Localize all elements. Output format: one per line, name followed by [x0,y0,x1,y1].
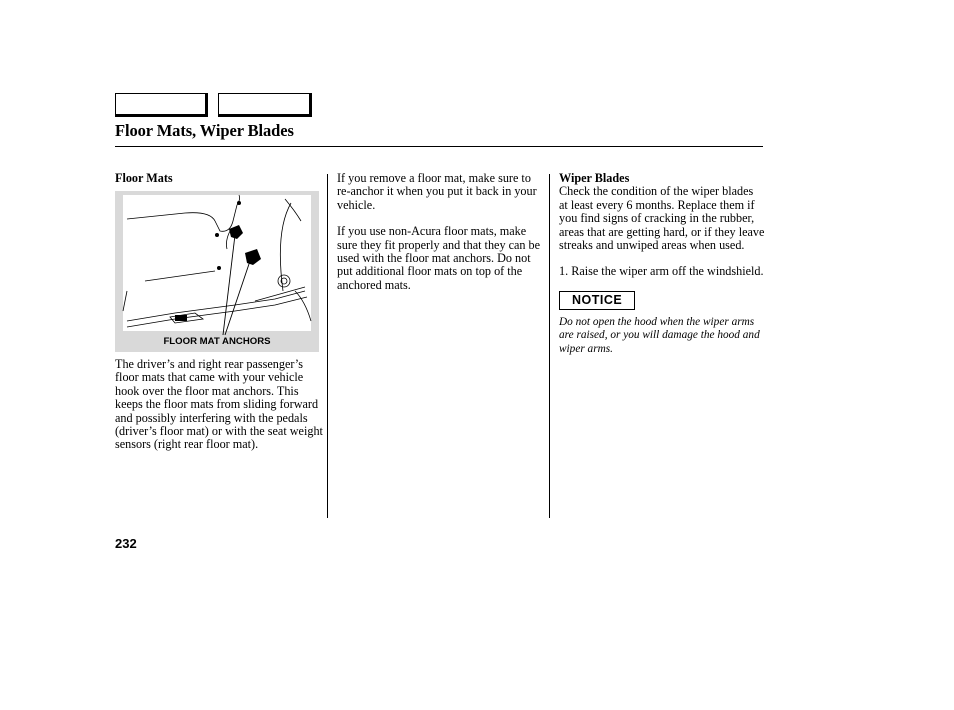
notice-block [559,285,765,310]
wiper-blades-column [559,172,765,356]
re-anchor-paragraph: If you remove a floor mat, make sure to re-anchor it when you put it back in your vehicle. [337,171,537,212]
page-number: 232 [115,536,137,551]
column-divider-1 [327,174,328,518]
wiper-blades-heading: Wiper Blades [559,171,630,185]
floor-mat-anchors-figure [115,191,319,352]
floor-mats-column [115,172,325,185]
wiper-blades-paragraph: Check the condition of the wiper blades at least every 6 months. Replace them if you find signs of cracking in the rubber, areas that are getting hard, or if they leave streaks and unwiped areas when used. [559,184,765,253]
notice-label: NOTICE [559,291,635,310]
floor-mats-paragraph: The driver’s and right rear passenger’s floor mats that came with your vehicle hook over the floor mat anchors. This keeps the floor mats from sliding forward and possibly interfering with the pedals (driver’s floor mat) or with the seat weight sensors (right rear floor mat). [115,357,323,452]
page-title: Floor Mats, Wiper Blades [115,121,294,140]
notice-text: Do not open the hood when the wiper arms are raised, or you will damage the hood and wiper arms. [559,315,760,355]
figure-caption: FLOOR MAT ANCHORS [163,336,271,347]
floor-mat-illustration [115,191,319,336]
non-acura-mats-paragraph: If you use non-Acura floor mats, make sure they fit properly and that they can be used with the floor mat anchors. Do not put additional floor mats on top of the anchored mats. [337,224,541,292]
floor-mats-heading: Floor Mats [115,171,173,185]
step-1-text: 1. Raise the wiper arm off the windshield. [559,264,764,279]
nav-tab-box-2[interactable] [218,93,312,117]
nav-tab-box-1[interactable] [115,93,208,117]
floor-mats-continued-column [337,172,547,292]
title-divider [115,146,763,147]
column-divider-2 [549,174,550,518]
